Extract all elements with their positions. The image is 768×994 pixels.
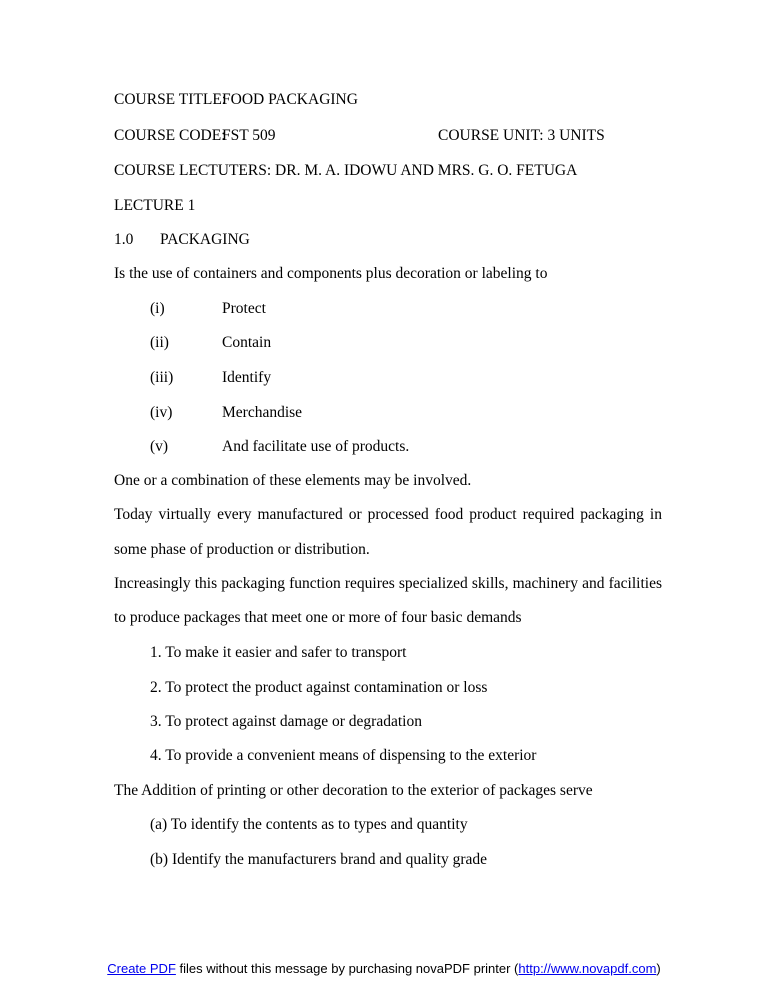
- roman-item: Protect: [222, 300, 266, 317]
- create-pdf-link[interactable]: Create PDF: [107, 961, 176, 976]
- section-number: 1.0: [114, 231, 134, 248]
- roman-item: Merchandise: [222, 404, 303, 421]
- paragraph-increasingly-line1: Increasingly this packaging function requires specialized skills, machinery and facilities: [114, 575, 662, 592]
- numbered-list-item: 3. To protect against damage or degradation: [150, 713, 422, 730]
- lecture-heading: LECTURE 1: [114, 197, 196, 214]
- numbered-list-item: 1. To make it easier and safer to transport: [150, 644, 407, 661]
- roman-marker: (iv): [150, 404, 173, 421]
- course-unit: COURSE UNIT: 3 UNITS: [438, 127, 605, 144]
- footer-text-end: ): [656, 961, 661, 976]
- roman-item: And facilitate use of products.: [222, 438, 410, 455]
- roman-item: Identify: [222, 369, 272, 386]
- course-lecturers: COURSE LECTUTERS: DR. M. A. IDOWU AND MRS. G. O. FETUGA: [114, 162, 578, 179]
- roman-marker: (ii): [150, 334, 169, 351]
- paragraph-combination: One or a combination of these elements may be involved.: [114, 472, 472, 489]
- course-title-value: FOOD PACKAGING: [222, 91, 358, 108]
- roman-item: Contain: [222, 334, 272, 351]
- roman-marker: (i): [150, 300, 165, 317]
- novapdf-link[interactable]: http://www.novapdf.com: [518, 961, 657, 976]
- letter-list-item: (b) Identify the manufacturers brand and quality grade: [150, 851, 487, 868]
- paragraph-today-line2: some phase of production or distribution.: [114, 541, 370, 558]
- paragraph-increasingly-line2: to produce packages that meet one or more of four basic demands: [114, 609, 522, 626]
- section-title: PACKAGING: [160, 231, 250, 248]
- course-code-value: FST 509: [222, 127, 276, 144]
- course-code-label: COURSE CODE:: [114, 127, 226, 144]
- footer-text: files without this message by purchasing novaPDF printer (: [175, 961, 519, 976]
- paragraph-addition: The Addition of printing or other decoration to the exterior of packages serve: [114, 782, 593, 799]
- paragraph-today-line1: Today virtually every manufactured or processed food product required packaging in: [114, 506, 662, 523]
- intro-paragraph: Is the use of containers and components plus decoration or labeling to: [114, 265, 548, 282]
- letter-list-item: (a) To identify the contents as to types and quantity: [150, 816, 468, 833]
- pdf-footer: [0, 961, 768, 977]
- roman-marker: (iii): [150, 369, 174, 386]
- numbered-list-item: 4. To provide a convenient means of dispensing to the exterior: [150, 747, 537, 764]
- numbered-list-item: 2. To protect the product against contamination or loss: [150, 679, 488, 696]
- course-title-label: COURSE TITLE:: [114, 91, 227, 108]
- roman-marker: (v): [150, 438, 169, 455]
